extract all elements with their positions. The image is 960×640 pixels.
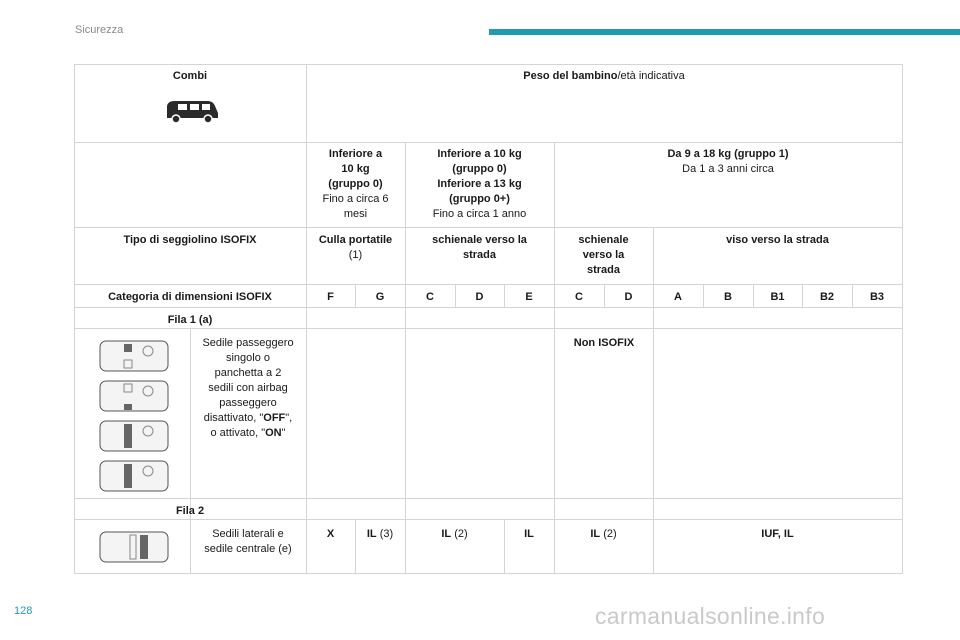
group-1-cell [554,144,902,180]
rear-facing-cell-2 [554,230,653,281]
van-icon [164,96,220,126]
group-1-age: Fino a circa 1 anno [432,208,527,220]
row2-desc-line: Sedili laterali e [212,528,284,540]
rear-facing-line: schienale [578,234,629,246]
forward-facing-cell: viso verso la strada [726,234,829,246]
vehicle-label: Combi [172,70,208,82]
size-cell: C [575,291,583,303]
value-code: IL [441,528,452,540]
carrycot-label: Culla portatile [318,234,393,246]
row1-desc-line: singolo o [225,352,271,364]
value-code: IL [366,528,377,540]
group-0-line: 10 kg [341,163,370,175]
watermark: carmanualsonline.info [595,603,826,629]
car-seat-diagrams-row1 [96,338,172,494]
row2-label: Fila 2 [175,505,205,517]
group-0-cell [306,144,405,225]
off-word: OFF [263,412,286,424]
group-0plus-cell [405,144,554,225]
size-cell: B3 [869,291,885,303]
row2-seat-description [190,524,306,560]
off-prefix: disattivato, " [203,412,264,424]
row1-label: Fila 1 (a) [167,314,213,326]
size-cell: E [525,291,533,303]
row1-value: Non ISOFIX [573,337,635,349]
size-cell: B2 [819,291,835,303]
value-note: (3) [379,528,394,540]
group-2-line: Da 9 a 18 kg (gruppo 1) [667,148,789,160]
row2-rear4-value [554,524,653,545]
size-cell: D [475,291,484,303]
off-suffix: ", [285,412,293,424]
group-0-line: (gruppo 0) [328,178,383,190]
row2-carrycot-value: X [326,528,335,540]
row1-desc-line: panchetta a 2 [214,367,282,379]
value-note: (2) [454,528,468,540]
carrycot-cell [306,230,405,266]
value-code: IL [590,528,601,540]
rear-facing-line: strada [586,264,621,276]
seat-type-label: Tipo di seggiolino ISOFIX [123,234,257,246]
section-title: Sicurezza [75,24,124,36]
size-cell: B1 [770,291,785,303]
group-0-line: Inferiore a [328,148,383,160]
row1-desc-line: sedili con airbag [208,382,288,394]
size-label: Categoria di dimensioni ISOFIX [108,291,272,303]
car-seat-diagram-row2 [96,530,172,564]
size-cell: F [327,291,334,303]
value-note: (2) [603,528,617,540]
rear-facing-line: schienale verso la [432,234,527,246]
row2-rear1-value [355,524,405,545]
size-cell: B [724,291,732,303]
group-2-age: Da 1 a 3 anni circa [682,163,774,175]
weight-header-rest: /età indicativa [617,70,685,82]
group-0-age: Fino a circa 6 [322,193,389,205]
row1-desc-line: passeggero [219,397,277,409]
group-1-line: Inferiore a 10 kg [437,148,522,160]
size-cell: D [624,291,633,303]
row1-desc-line [194,411,302,426]
carrycot-note: (1) [348,249,363,261]
row2-desc-line: sedile centrale (e) [204,543,292,555]
weight-header [306,66,902,87]
page-number: 128 [14,605,33,617]
group-0-age: mesi [343,208,368,220]
group-1-line: (gruppo 0+) [449,193,510,205]
weight-header-bold: Peso del bambino [523,70,618,82]
size-cell: C [426,291,434,303]
row1-seat-description [190,333,306,444]
row1-desc-line [194,426,302,441]
group-1-line: (gruppo 0) [452,163,507,175]
on-word: ON [265,427,282,439]
row1-desc-line: Sedile passeggero [202,337,294,349]
row2-rear3-value: IL [524,528,534,540]
on-prefix: o attivato, " [210,427,266,439]
header-accent-bar [489,29,960,35]
rear-facing-cell-1 [405,230,554,266]
rear-facing-line: verso la [582,249,625,261]
group-1-line: Inferiore a 13 kg [437,178,522,190]
row2-rear2-value [405,524,504,545]
on-suffix: " [281,427,286,439]
size-cell: A [674,291,682,303]
row2-forward-value: IUF, IL [761,528,794,540]
size-cell: G [375,291,385,303]
rear-facing-line: strada [462,249,497,261]
